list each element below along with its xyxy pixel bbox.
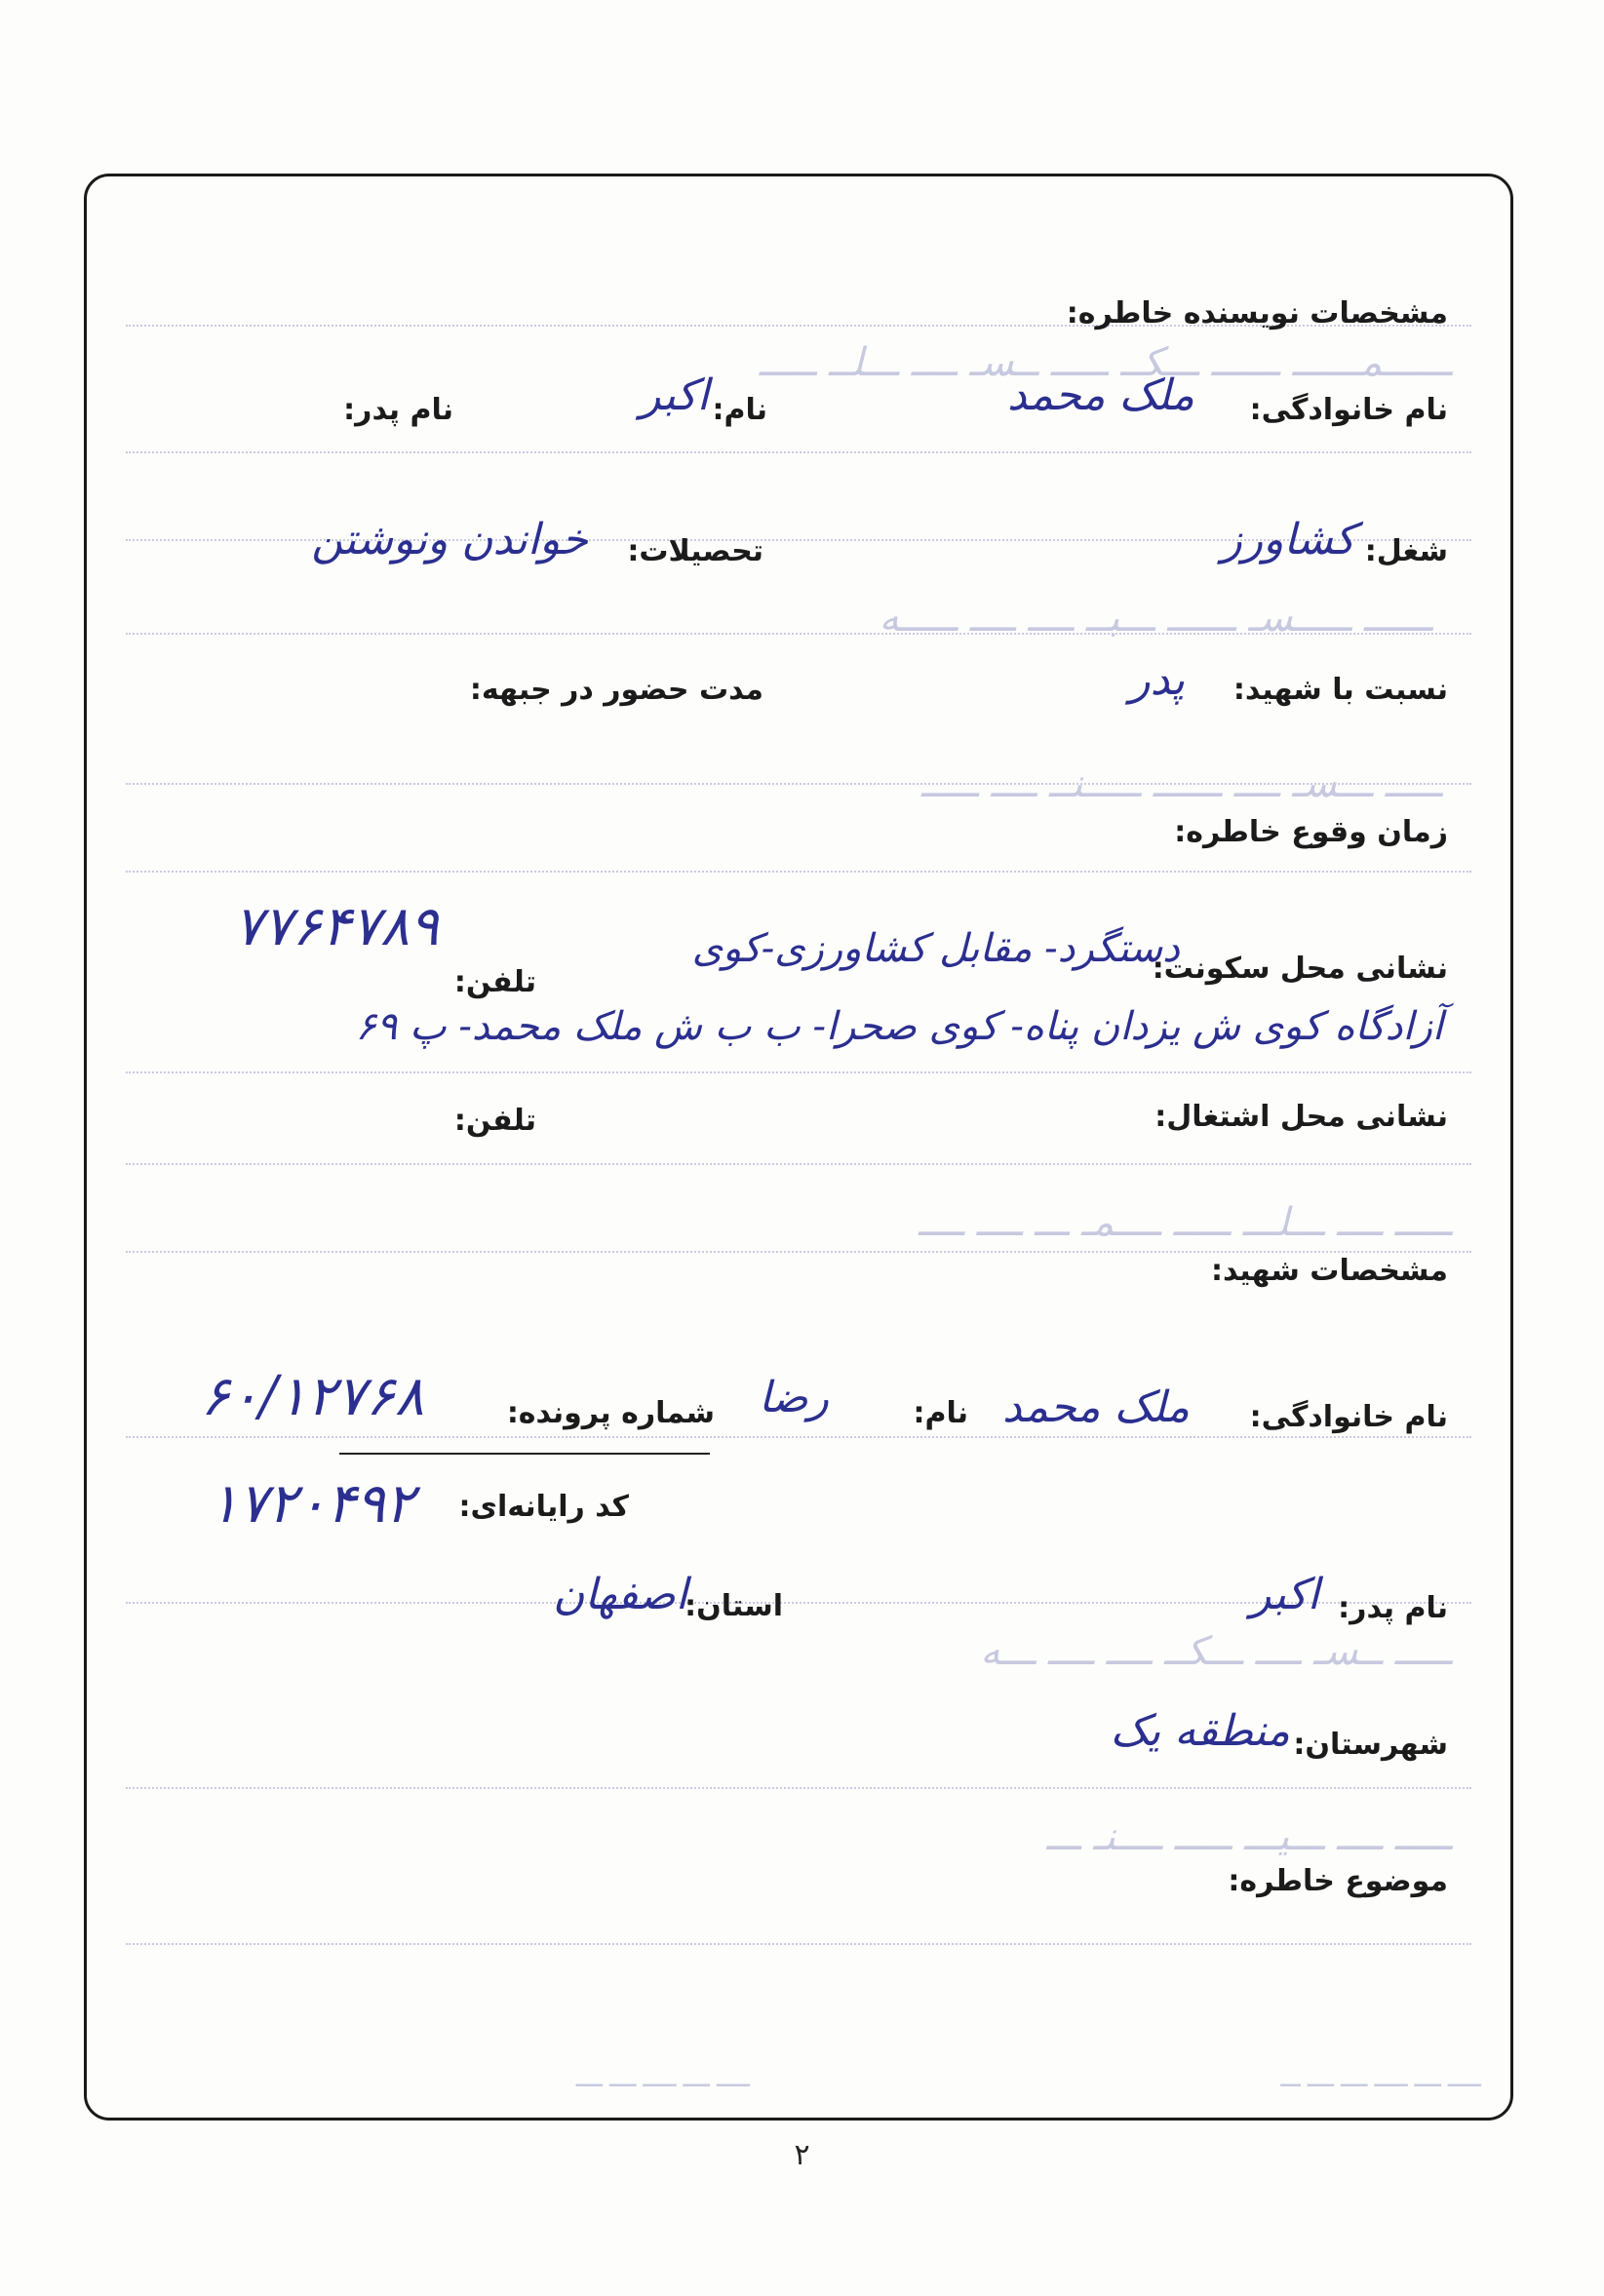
author-father-label: نام پدر: (343, 393, 453, 427)
dotted-rule (126, 1251, 1471, 1253)
show-through-handwriting: ــــــ ـــــسـ ــــــ ـــبــ ــــ ــــ ـــــه (879, 596, 1432, 641)
dotted-rule (126, 1163, 1471, 1165)
author-education-value: خواندن ونوشتن (311, 515, 588, 564)
author-relation-value: پدر (1129, 655, 1185, 705)
show-through-handwriting: ــــــمــــــ ــــــ ـــکــ ـــــ ــسـ ــــ ـــلــ ـــــ (759, 340, 1452, 385)
martyr-name-value: رضا (758, 1373, 829, 1422)
dotted-rule (126, 451, 1471, 453)
dotted-rule (126, 1071, 1471, 1073)
author-family-label: نام خانوادگی: (1249, 393, 1448, 427)
martyr-file-number-value: ۶۰/۱۲۷۶۸ (200, 1365, 424, 1428)
dotted-rule (126, 1787, 1471, 1789)
dotted-rule (126, 1436, 1471, 1438)
martyr-family-value: ملک محمد (1001, 1382, 1190, 1432)
martyr-name-label: نام: (913, 1396, 968, 1430)
author-home-phone-label: تلفن: (453, 965, 536, 999)
author-job-label: شغل: (1364, 534, 1448, 568)
martyr-province-value: اصفهان (553, 1570, 687, 1619)
author-heading: مشخصات نویسنده خاطره: (1066, 296, 1448, 331)
page-number: ۲ (794, 2138, 810, 2172)
martyr-file-number-label: شماره پرونده: (506, 1396, 715, 1430)
author-work-phone-label: تلفن: (453, 1104, 536, 1138)
show-through-handwriting: ـــــ ــسـ ــــ ـــکــ ــــ ــــ ـــه (980, 1629, 1452, 1674)
author-home-address-value-line2: آزادگاه کوی ش یزدان پناه- کوی صحرا- ب ب ش ملک محمد- پ ۶۹ (355, 1004, 1443, 1049)
author-job-value: کشاورز (1221, 515, 1355, 564)
martyr-father-value: اکبر (1250, 1570, 1319, 1619)
author-home-address-label: نشانی محل سکونت: (1152, 952, 1448, 986)
author-home-phone-value: ۷۷۶۴۷۸۹ (233, 895, 439, 958)
author-event-time-label: زمان وقوع خاطره: (1174, 815, 1448, 849)
martyr-heading: مشخصات شهید: (1210, 1254, 1448, 1288)
martyr-city-value: منطقه یک (1110, 1706, 1290, 1756)
author-duration-label: مدت حضور در جبهه: (469, 673, 763, 707)
martyr-province-label: استان: (685, 1589, 783, 1623)
martyr-computer-code-label: کد رایانه‌ای: (458, 1490, 629, 1524)
show-through-footer-text: ـــــ ــــ ـــــ ــــ ــــ ـــ (1280, 2068, 1481, 2091)
dotted-rule (126, 1943, 1471, 1945)
dotted-rule (126, 633, 1471, 635)
show-through-handwriting: ـــــ ـــسـ ــــ ــــــ ـــــنــ ــــ ـــــ (920, 761, 1442, 806)
show-through-handwriting: ـــــ ــــ ـــیـــ ـــــ ــــنـ ـــ (1046, 1814, 1452, 1859)
memory-subject-label: موضوع خاطره: (1228, 1864, 1448, 1898)
author-education-label: تحصیلات: (627, 534, 763, 568)
form-frame (84, 174, 1513, 2121)
martyr-family-label: نام خانوادگی: (1249, 1400, 1448, 1434)
martyr-father-label: نام پدر: (1338, 1591, 1448, 1625)
show-through-handwriting: ـــــ ــــ ـــلـــ ـــــ ــــمـ ـــ ــــ ــــ (918, 1200, 1452, 1245)
show-through-footer-text: ـــــ ــــ ـــــ ــــ ــــ (575, 2068, 750, 2091)
author-relation-label: نسبت با شهید: (1232, 673, 1448, 707)
martyr-computer-code-value: ۱۷۲۰۴۹۲ (209, 1472, 414, 1536)
author-work-address-label: نشانی محل اشتغال: (1154, 1100, 1448, 1134)
dotted-rule (126, 871, 1471, 873)
author-name-label: نام: (712, 393, 767, 427)
author-family-value: ملک محمد (1006, 370, 1194, 420)
martyr-city-label: شهرستان: (1293, 1728, 1448, 1762)
author-home-address-value-line1: دستگرد- مقابل کشاورزی-کوی (691, 926, 1180, 971)
author-name-value: اکبر (640, 370, 709, 420)
file-number-underline (339, 1453, 710, 1455)
dotted-rule (126, 783, 1471, 785)
